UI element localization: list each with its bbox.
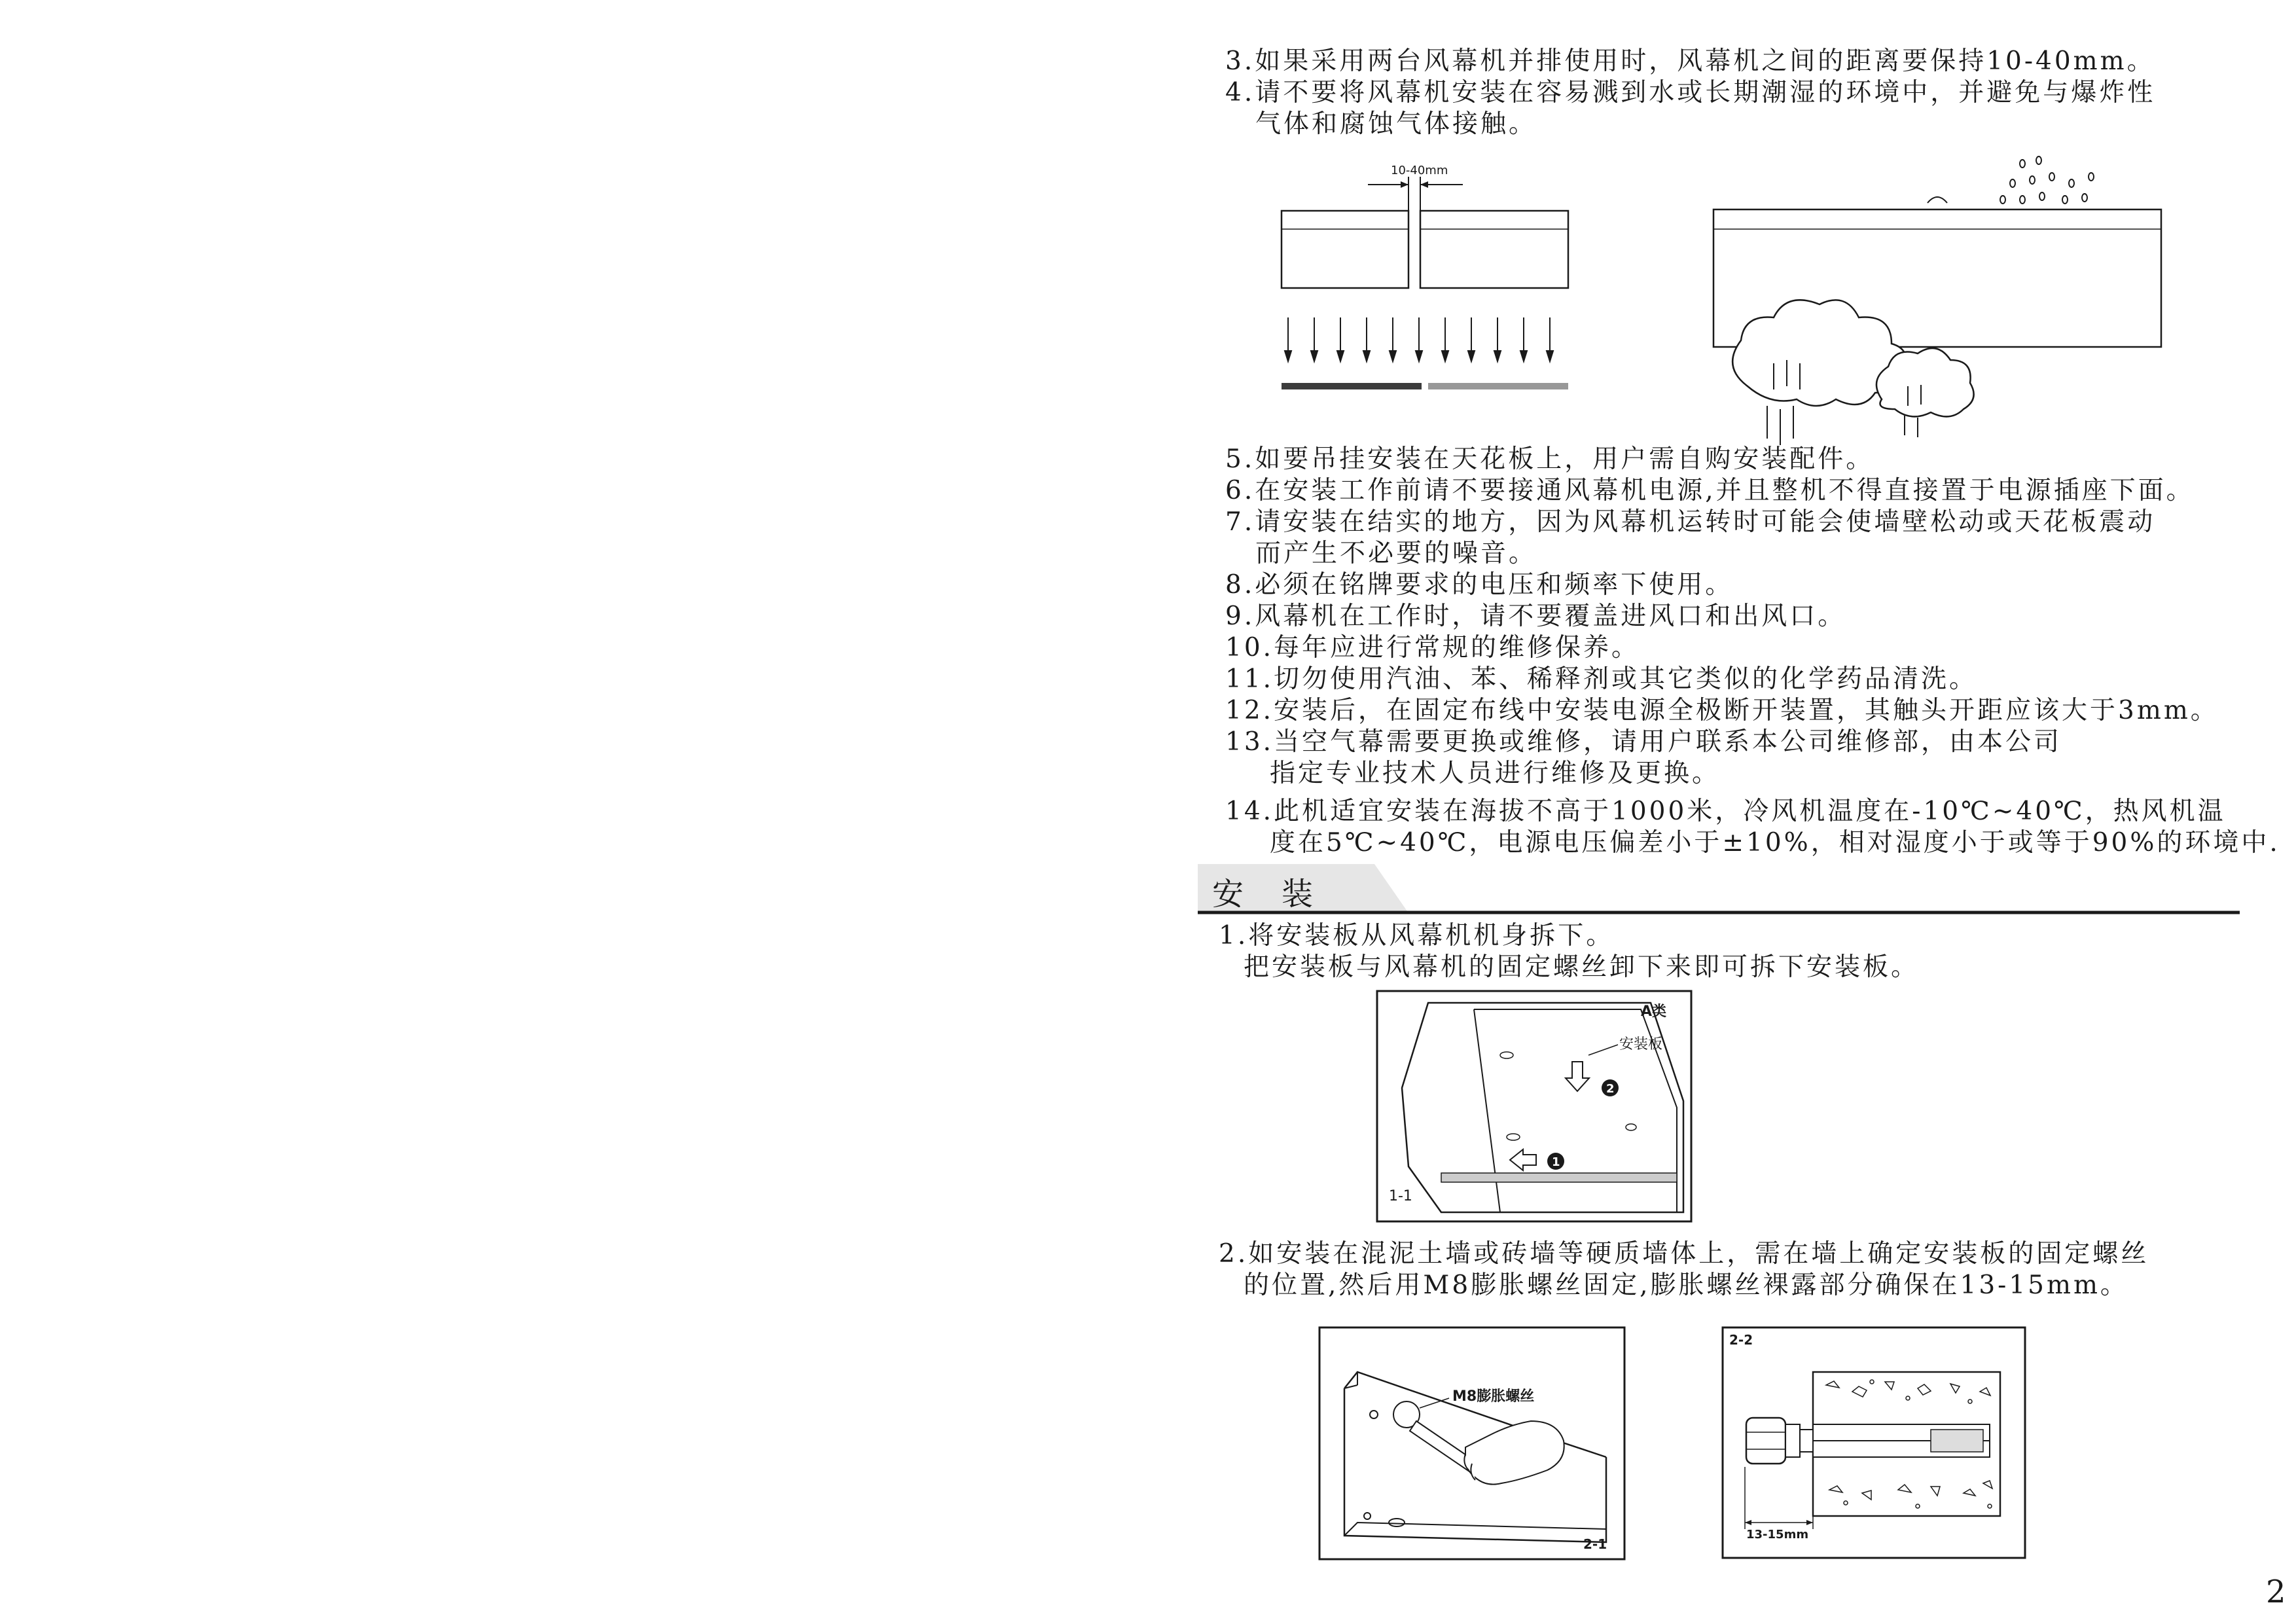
spacing-dimension-label: 10-40mm	[1391, 164, 1448, 177]
figure-moisture-hazard	[1708, 137, 2179, 452]
note-4-line-1: 4.请不要将风幕机安装在容易溅到水或长期潮湿的环境中，并避免与爆炸性	[1225, 78, 2156, 107]
section-header-bar	[1198, 863, 2240, 915]
note-7-line-2: 而产生不必要的噪音。	[1255, 539, 1537, 568]
note-13-line-1: 13.当空气幕需要更换或维修，请用户联系本公司维修部，由本公司	[1225, 727, 2062, 757]
figure-1-1-id: 1-1	[1389, 1188, 1412, 1204]
hex-nut-icon	[1746, 1418, 1785, 1464]
type-a-label: A类	[1641, 1003, 1667, 1020]
plate-label: 安装板	[1619, 1036, 1663, 1053]
note-8: 8.必须在铭牌要求的电压和频率下使用。	[1225, 570, 1734, 600]
install-step-1-line-1: 1.将安装板从风幕机机身拆下。	[1219, 921, 1615, 950]
figure-2-2-id: 2-2	[1729, 1332, 1753, 1348]
page-number: 2	[2266, 1574, 2286, 1610]
note-13-line-2: 指定专业技术人员进行维修及更换。	[1270, 759, 1721, 788]
m8-bolt-label: M8膨胀螺丝	[1452, 1388, 1535, 1405]
floor-airflow-right	[1428, 383, 1568, 389]
figure-2-1	[1318, 1326, 1626, 1561]
unit-left	[1282, 211, 1408, 288]
note-14-line-2: 度在5℃~40℃，电源电压偏差小于±10%，相对湿度小于或等于90%的环境中.	[1270, 828, 2280, 857]
note-12: 12.安装后，在固定布线中安装电源全极断开装置，其触头开距应该大于3mm。	[1225, 696, 2219, 725]
embed-dimension-label: 13-15mm	[1746, 1528, 1809, 1542]
note-10: 10.每年应进行常规的维修保养。	[1225, 633, 1640, 662]
figure-1-1	[1376, 990, 1693, 1223]
section-title: 安装	[1212, 876, 1352, 912]
note-11: 11.切勿使用汽油、苯、稀释剂或其它类似的化学药品清洗。	[1225, 664, 1978, 694]
step-1-label: 1	[1552, 1155, 1560, 1169]
unit-right	[1420, 211, 1568, 288]
install-step-2-line-1: 2.如安装在混泥土墙或砖墙等硬质墙体上，需在墙上确定安装板的固定螺丝	[1219, 1239, 2149, 1269]
airflow-arrows	[1285, 317, 1553, 361]
install-step-2-line-2: 的位置,然后用M8膨胀螺丝固定,膨胀螺丝裸露部分确保在13-15mm。	[1244, 1271, 2128, 1300]
step-2-label: 2	[1606, 1082, 1615, 1096]
note-6: 6.在安装工作前请不要接通风幕机电源,并且整机不得直接置于电源插座下面。	[1225, 476, 2195, 505]
note-4-line-2: 气体和腐蚀气体接触。	[1255, 109, 1537, 139]
note-7-line-1: 7.请安装在结实的地方，因为风幕机运转时可能会使墙壁松动或天花板震动	[1225, 507, 2156, 537]
note-5: 5.如要吊挂安装在天花板上，用户需自购安装配件。	[1225, 444, 1874, 474]
figure-unit-spacing	[1270, 157, 1584, 399]
figure-2-2	[1721, 1326, 2026, 1559]
floor-airflow-left	[1282, 383, 1422, 389]
note-14-line-1: 14.此机适宜安装在海拔不高于1000米，冷风机温度在-10℃~40℃，热风机温	[1225, 797, 2226, 826]
figure-2-1-id: 2-1	[1583, 1536, 1607, 1552]
note-3: 3.如果采用两台风幕机并排使用时，风幕机之间的距离要保持10-40mm。	[1225, 46, 2155, 76]
install-step-1-line-2: 把安装板与风幕机的固定螺丝卸下来即可拆下安装板。	[1244, 952, 1920, 982]
note-9: 9.风幕机在工作时，请不要覆盖进风口和出风口。	[1225, 602, 1846, 631]
